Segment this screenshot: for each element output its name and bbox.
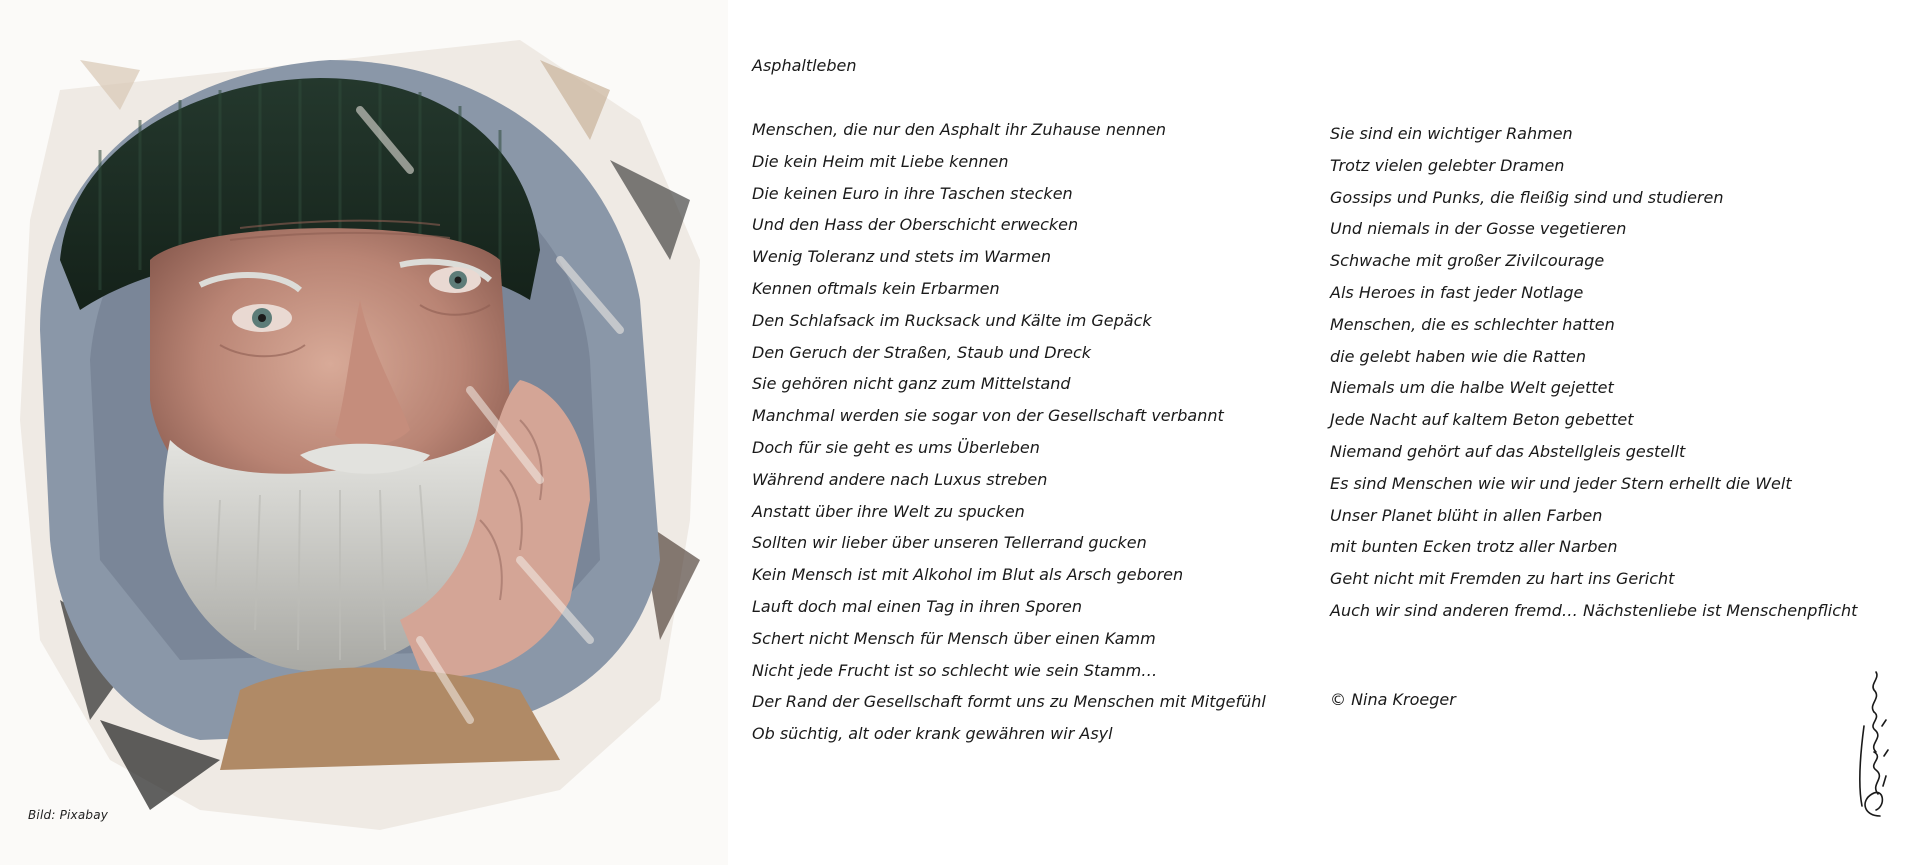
poem-line: Wenig Toleranz und stets im Warmen [752, 247, 1052, 267]
poem-line: Sollten wir lieber über unseren Tellerrand gucken [752, 533, 1147, 553]
poem-line: Geht nicht mit Fremden zu hart ins Gericht [1330, 569, 1675, 589]
poem-line: Ob süchtig, alt oder krank gewähren wir Asyl [752, 724, 1113, 744]
poem-line: Unser Planet blüht in allen Farben [1330, 505, 1603, 525]
poem-line: Niemals um die halbe Welt gejettet [1330, 378, 1614, 398]
poem-line: die gelebt haben wie die Ratten [1330, 346, 1586, 366]
poem-line: mit bunten Ecken trotz aller Narben [1330, 537, 1618, 557]
poem-line: Trotz vielen gelebter Dramen [1330, 155, 1565, 175]
poem-line: Manchmal werden sie sogar von der Gesellschaft verbannt [752, 406, 1224, 426]
poem-line: Anstatt über ihre Welt zu spucken [752, 501, 1025, 521]
poem-line: Menschen, die es schlechter hatten [1330, 314, 1615, 334]
photo-credit: Bild: Pixabay [28, 808, 109, 822]
poem-line: Gossips und Punks, die fleißig sind und studieren [1330, 187, 1724, 207]
poem-line: Auch wir sind anderen fremd… Nächstenliebe ist Menschenpflicht [1330, 600, 1858, 620]
poem-line: Während andere nach Luxus streben [752, 469, 1048, 489]
poem-line: Und niemals in der Gosse vegetieren [1330, 219, 1627, 239]
poem-left-column [752, 114, 1272, 750]
poem-line: Nicht jede Frucht ist so schlecht wie sein Stamm… [752, 660, 1158, 680]
poem-line: Schwache mit großer Zivilcourage [1330, 251, 1605, 271]
poem-line: Niemand gehört auf das Abstellgleis gestellt [1330, 441, 1686, 461]
poem-line: Kennen oftmals kein Erbarmen [752, 278, 1000, 298]
poem-line: Die keinen Euro in ihre Taschen stecken [752, 183, 1073, 203]
poem-line: Kein Mensch ist mit Alkohol im Blut als Arsch geboren [752, 565, 1184, 585]
signature-logo [1850, 666, 1900, 826]
poem-line: Als Heroes in fast jeder Notlage [1330, 282, 1584, 302]
poem-line: Sie gehören nicht ganz zum Mittelstand [752, 374, 1071, 394]
poem-line: Die kein Heim mit Liebe kennen [752, 151, 1009, 171]
portrait-image [0, 0, 728, 865]
poem-line: Der Rand der Gesellschaft formt uns zu Menschen mit Mitgefühl [752, 692, 1266, 712]
copyright-notice: © Nina Kroeger [1330, 690, 1456, 709]
photo-panel [0, 0, 728, 865]
poem-line: Es sind Menschen wie wir und jeder Stern erhellt die Welt [1330, 473, 1792, 493]
poem-line: Den Schlafsack im Rucksack und Kälte im Gepäck [752, 310, 1152, 330]
poem-line: Und den Hass der Oberschicht erwecken [752, 215, 1079, 235]
poem-line: Jede Nacht auf kaltem Beton gebettet [1330, 410, 1634, 430]
poem-title: Asphaltleben [752, 56, 857, 75]
poem-line: Menschen, die nur den Asphalt ihr Zuhause nennen [752, 120, 1167, 139]
poem-right-column [1330, 118, 1870, 627]
poem-line: Sie sind ein wichtiger Rahmen [1330, 124, 1573, 143]
poem-line: Den Geruch der Straßen, Staub und Dreck [752, 342, 1092, 362]
poem-line: Schert nicht Mensch für Mensch über einen Kamm [752, 628, 1156, 648]
poem-line: Doch für sie geht es ums Überleben [752, 437, 1040, 457]
poem-line: Lauft doch mal einen Tag in ihren Sporen [752, 596, 1082, 616]
